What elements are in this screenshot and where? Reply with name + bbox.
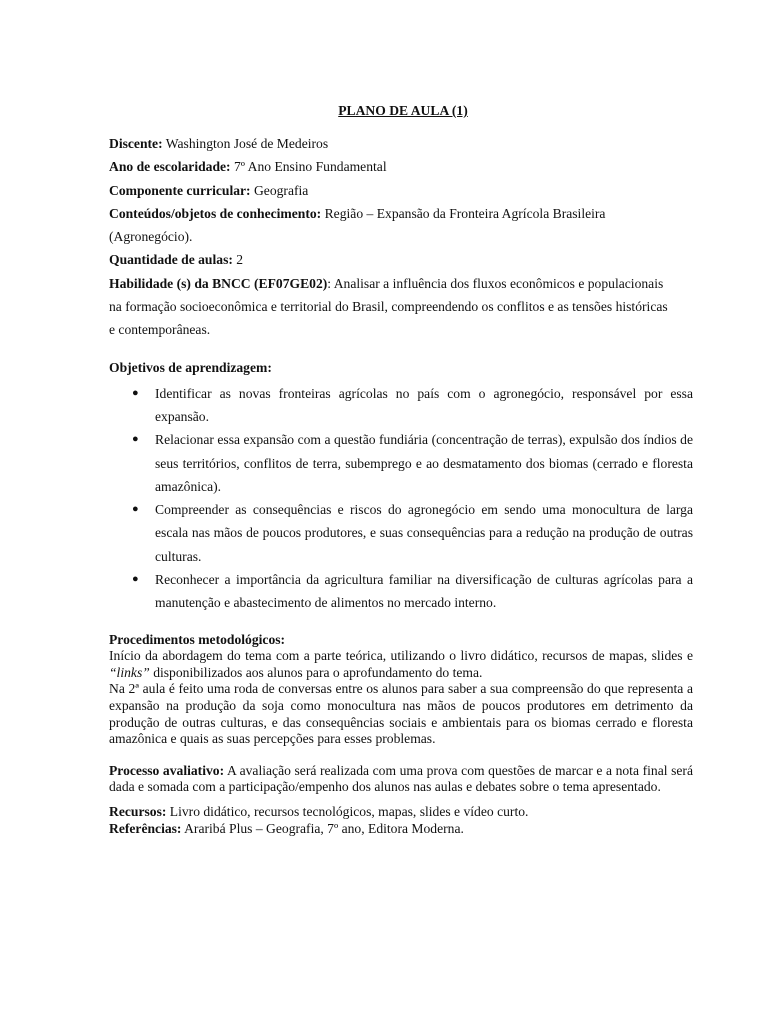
procedures-title: Procedimentos metodológicos: xyxy=(109,631,286,647)
objective-item xyxy=(109,428,693,498)
resources-label: Recursos: xyxy=(109,803,167,819)
bullet-icon: ● xyxy=(132,573,139,586)
conteudos-value: Região – Expansão da Fronteira Agrícola Brasileira xyxy=(321,205,606,221)
componente-value: Geografia xyxy=(250,182,309,198)
objective-text: Relacionar essa expansão com a questão fundiária (concentração de terras), expulsão dos índios de seus territórios, conflitos de terra, subemprego e ao desmatamento dos biomas (cerrado e floresta amazônica). xyxy=(155,432,693,494)
evaluation-label: Processo avaliativo: xyxy=(109,762,225,778)
procedures-p1-a: Início da abordagem do tema com a parte teórica, utilizando o livro didático, recursos de mapas, slides e xyxy=(109,648,693,664)
objective-text: Reconhecer a importância da agricultura familiar na diversificação de culturas agrícolas para a manutenção e abastecimento de alimentos no mercado interno. xyxy=(155,572,693,611)
procedures-section xyxy=(109,632,693,748)
conteudos-line xyxy=(109,202,693,225)
objectives-title: Objetivos de aprendizagem: xyxy=(109,359,272,375)
conteudos-label: Conteúdos/objetos de conhecimento: xyxy=(109,205,322,221)
ano-value: 7º Ano Ensino Fundamental xyxy=(230,159,387,175)
objective-item xyxy=(109,568,693,615)
references-text: Araribá Plus – Geografia, 7º ano, Editora Moderna. xyxy=(181,820,464,836)
habilidade-value-2: na formação socioeconômica e territorial do Brasil, compreendendo os conflitos e as tensões históricas xyxy=(109,299,668,315)
references-label: Referências: xyxy=(109,820,182,836)
habilidade-line-2 xyxy=(109,295,693,318)
document-page xyxy=(109,100,693,837)
procedures-p1-links: “links” xyxy=(109,664,150,680)
resources-text: Livro didático, recursos tecnológicos, mapas, slides e vídeo curto. xyxy=(166,803,529,819)
discente-line xyxy=(109,132,693,155)
objective-text: Identificar as novas fronteiras agrícolas no país com o agronegócio, responsável por essa expansão. xyxy=(155,385,693,424)
bullet-icon: ● xyxy=(132,503,139,516)
quantidade-label: Quantidade de aulas: xyxy=(109,252,233,268)
evaluation-section xyxy=(109,763,693,796)
ano-line xyxy=(109,155,693,178)
habilidade-label: Habilidade (s) da BNCC (EF07GE02) xyxy=(109,275,328,291)
habilidade-value-3: e contemporâneas. xyxy=(109,322,211,338)
discente-label: Discente: xyxy=(109,136,163,151)
evaluation-text: A avaliação será realizada com uma prova com questões de marcar e a nota final será dada e somada com a participação/empenho dos alunos nas aulas e debates sobre o tema apresentado. xyxy=(109,762,693,795)
resources-paragraph xyxy=(109,804,693,821)
resources-section xyxy=(109,804,693,837)
conteudos-value-2: (Agronegócio). xyxy=(109,229,193,245)
bullet-icon: ● xyxy=(132,386,139,399)
discente-value: Washington José de Medeiros xyxy=(162,136,329,151)
evaluation-paragraph xyxy=(109,763,693,796)
procedures-paragraph-1 xyxy=(109,648,693,681)
objective-item xyxy=(109,382,693,429)
procedures-paragraph-2: Na 2ª aula é feito uma roda de conversas entre os alunos para saber a sua compreensão do que representa a expansão na produção da soja como monocultura nas mãos de poucos produtores em detrimento da produção de outras culturas, e das consequências sociais e ambientais para os biomas cerrado e floresta amazônica e quais as suas percepções para esses problemas. xyxy=(109,681,693,747)
habilidade-value: : Analisar a influência dos fluxos econômicos e populacionais xyxy=(327,275,664,291)
document-title: PLANO DE AULA (1) xyxy=(338,103,468,118)
references-paragraph xyxy=(109,821,693,838)
header-block xyxy=(109,132,693,342)
procedures-p1-b: disponibilizados aos alunos para o aprofundamento do tema. xyxy=(149,664,483,680)
objectives-section xyxy=(109,356,693,615)
objective-item xyxy=(109,498,693,568)
quantidade-line xyxy=(109,248,693,271)
habilidade-line xyxy=(109,272,693,295)
quantidade-value: 2 xyxy=(232,252,244,268)
componente-label: Componente curricular: xyxy=(109,182,251,198)
objectives-list xyxy=(109,382,693,615)
componente-line xyxy=(109,179,693,202)
ano-label: Ano de escolaridade: xyxy=(109,159,231,175)
habilidade-line-3 xyxy=(109,318,693,341)
bullet-icon: ● xyxy=(132,433,139,446)
objective-text: Compreender as consequências e riscos do agronegócio em sendo uma monocultura de larga escala nas mãos de poucos produtores, e suas consequências para a redução na produção de outras culturas. xyxy=(155,502,693,564)
conteudos-line-2 xyxy=(109,225,693,248)
